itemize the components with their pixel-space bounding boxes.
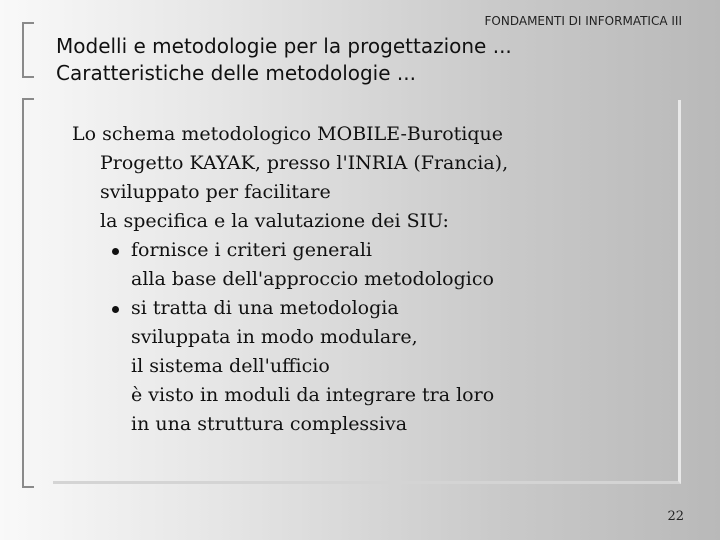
course-header: FONDAMENTI DI INFORMATICA III [484,14,682,28]
content-heading: Lo schema metodologico MOBILE-Burotique [72,123,503,145]
title-bracket [22,22,34,78]
bullet-continuation: sviluppata in modo modulare, [131,326,418,348]
bullet-text: fornisce i criteri generali [131,239,372,261]
bullet-item [112,236,508,265]
bullet-continuation: alla base dell'approccio metodologico [131,268,494,290]
bullet-dot-icon [112,306,119,313]
bullet-continuation: il sistema dell'ufficio [131,355,330,377]
title-line-1: Modelli e metodologie per la progettazione ... [56,34,512,58]
title-line-2: Caratteristiche delle metodologie ... [56,61,416,85]
bullet-continuation: è visto in moduli da integrare tra loro [131,384,495,406]
bullet-item [112,294,508,323]
bullet-text: si tratta di una metodologia [131,297,399,319]
bullet-dot-icon [112,248,119,255]
content-subline: Progetto KAYAK, presso l'INRIA (Francia), [100,152,509,174]
body-bracket [22,98,34,488]
page-number: 22 [667,509,684,524]
bullet-continuation: in una struttura complessiva [131,413,408,435]
content-subline: la specifica e la valutazione dei SIU: [100,210,449,232]
content-subline: sviluppato per facilitare [100,181,331,203]
slide-content [72,120,508,439]
slide-title [56,33,512,87]
